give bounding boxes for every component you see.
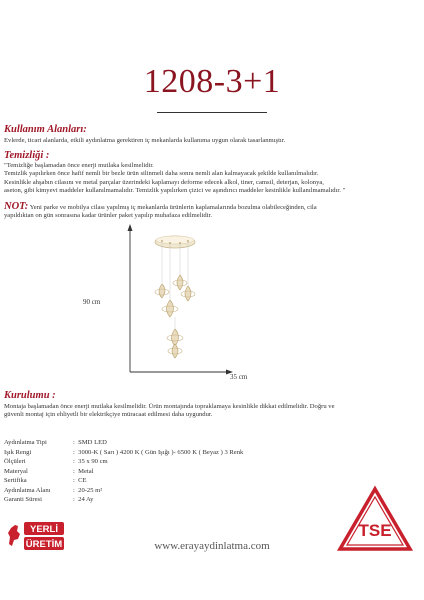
install-text: [4, 403, 420, 420]
note-text: Yeni parke ve mobilya cilası yapılmış iç mekanlarda ürünlerin kaplamalarında bozulma olabileceğinden, cila: [28, 204, 317, 211]
spec-value: 35 x 90 cm: [78, 458, 108, 465]
cleaning-heading: Temizliği :: [4, 150, 50, 161]
install-line: Montaja başlamadan önce enerji mutlaka kesilmelidir. Ürün montajında topraklamaya kesinlikle dikkat edilmelidir. Doğru ve: [4, 403, 335, 410]
spec-value: 3000-K ( Sarı ) 4200 K ( Gün Işığı )- 6500 K ( Beyaz ) 3 Renk: [78, 448, 244, 456]
spec-label: Aydınlatma Tipi: [4, 439, 47, 446]
usage-text: Evlerde, ticari alanlarda, etkili aydınlatma gerektiren iç mekanlarda kullanıma uygun olarak tasarlanmıştır.: [4, 137, 286, 144]
badge-line2: ÜRETİM: [25, 539, 63, 550]
cleaning-line: Temizlik yapılırken önce hafif nemli bir bezle ürün silinmeli daha sonra nemli alan kalmayacak şekilde kullanılmalıdır.: [4, 170, 319, 178]
arrow-up-icon: [128, 224, 133, 231]
cleaning-line: "Temizliğe başlamadan önce enerji mutlaka kesilmelidir.: [4, 162, 154, 169]
spec-row: [4, 495, 243, 505]
spec-value: CE: [78, 477, 87, 484]
spec-value: Metal: [78, 467, 94, 475]
install-heading: Kurulumu :: [4, 390, 56, 401]
usage-heading: Kullanım Alanları:: [4, 124, 87, 135]
spec-row: [4, 448, 243, 458]
note-heading: NOT:: [4, 201, 29, 212]
cleaning-line: aseton, gibi kimyevi maddeler kullanılmamalıdır. Temizlik yapılırken çizici ve aşındırıcı maddeler kesinlikle kullanılmamalıdır. ": [4, 186, 346, 194]
badge-line1: YERLİ: [30, 524, 58, 535]
product-diagram: [83, 222, 270, 381]
spec-value: 20-25 m²: [78, 486, 103, 494]
spec-row: [4, 438, 243, 448]
spec-label: Ölçüleri: [4, 458, 26, 465]
cleaning-line: Kesinlikle ahşabın cilasını ve metal parçalar üzerindeki kaplamayı deforme edecek alkol, tiner, camsil, deterjan, kolonya,: [4, 178, 324, 186]
spec-label: Garanti Süresi: [4, 496, 42, 503]
height-label: 90 cm: [83, 298, 101, 306]
spec-label: Aydınlatma Alanı: [4, 486, 51, 494]
spec-row: [4, 457, 243, 467]
tse-logo: [338, 487, 412, 551]
spec-row: [4, 467, 243, 477]
chandelier-illustration: [155, 236, 195, 358]
width-label: 35 cm: [230, 373, 248, 381]
note-text-2: yapıldıktan on gün sonrasına kadar ürünler paket yapılıp muhafaza edilmelidir.: [4, 212, 213, 220]
title-divider: [157, 112, 267, 113]
spec-row: [4, 476, 243, 486]
spec-sep: :: [73, 496, 75, 503]
spec-label: Sertifika: [4, 477, 27, 484]
spec-sep: :: [73, 486, 75, 494]
tse-text: TSE: [358, 521, 392, 540]
cleaning-text: [4, 162, 420, 195]
product-code: 1208-3+1: [143, 63, 281, 100]
install-line: güvenli montaj için ehliyetli bir elektrikçiye müracaat edilmesi daha uygundur.: [4, 411, 213, 419]
spec-row: [4, 486, 243, 496]
note-block: [4, 203, 420, 221]
spec-label: Materyal: [4, 467, 28, 475]
spec-sep: :: [73, 448, 75, 456]
spec-label: Işık Rengi: [4, 448, 32, 456]
spec-sep: :: [73, 477, 75, 484]
spec-value: 24 Ay: [78, 496, 94, 503]
spec-table: [4, 438, 243, 505]
website-link[interactable]: www.erayaydinlatma.com: [154, 540, 270, 552]
spec-sep: :: [73, 458, 75, 465]
spec-value: SMD LED: [78, 439, 107, 446]
spec-sep: :: [73, 467, 75, 475]
spec-sep: :: [73, 439, 75, 446]
